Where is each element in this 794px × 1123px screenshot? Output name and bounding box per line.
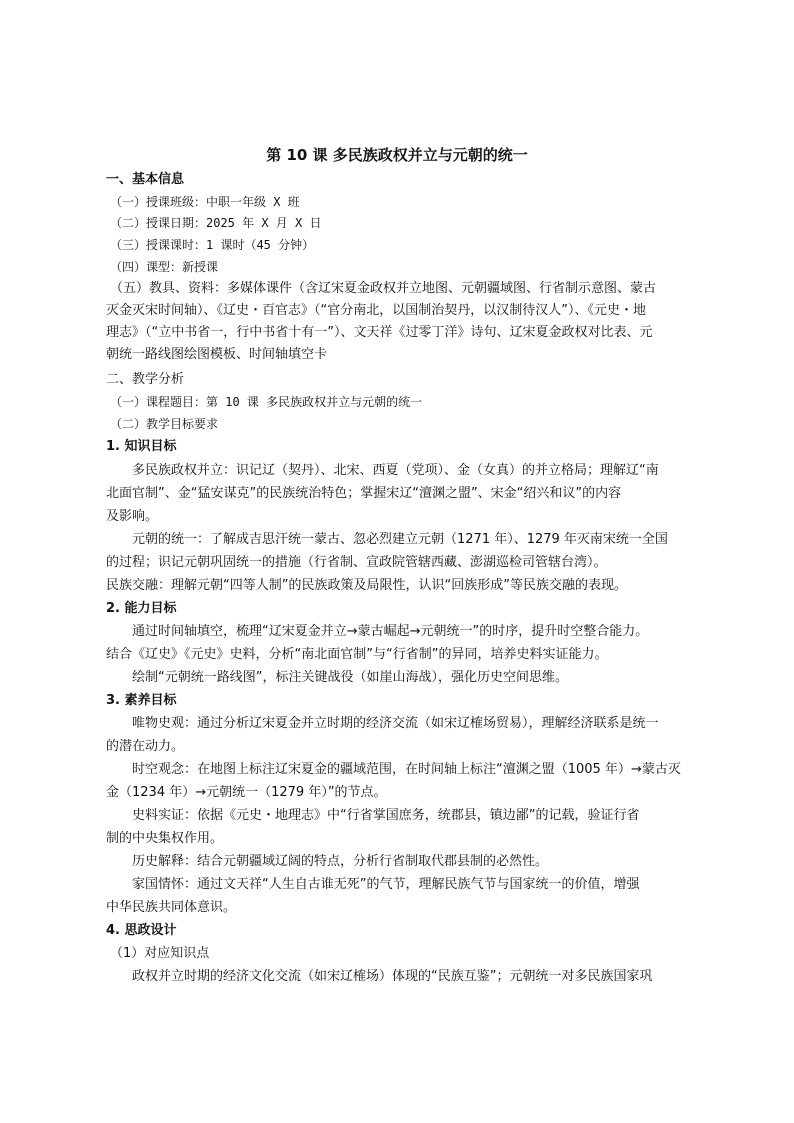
paragraph-line: 朝统一路线图绘图模板、时间轴填空卡 (106, 347, 328, 362)
paragraph-line: 绘制“元朝统一路线图”，标注关键战役（如崖山海战），强化历史空间思维。 (132, 670, 568, 685)
paragraph-line: 历史解释：结合元朝疆域辽阔的特点，分析行省制取代郡县制的必然性。 (132, 854, 549, 869)
course-topic: （一）课程题目：第 10 课 多民族政权并立与元朝的统一 (110, 395, 423, 409)
knowledge-point-heading: （1）对应知识点 (110, 946, 210, 961)
paragraph-line: 制的中央集权作用。 (106, 831, 224, 846)
paragraph-line: 的潜在动力。 (106, 739, 185, 754)
paragraph-line: 北面官制”、金“猛安谋克”的民族统治特色；掌握宋辽“澶渊之盟”、宋金“绍兴和议”的内容 (106, 486, 622, 501)
section-heading-analysis: 二、教学分析 (106, 372, 185, 387)
paragraph-line: 结合《辽史》《元史》史料，分析“南北面官制”与“行省制”的异同，培养史料实证能力。 (106, 647, 608, 662)
paragraph-line: 金（1234 年）→元朝统一（1279 年）”的节点。 (106, 785, 387, 800)
lesson-title: 第 10 课 多民族政权并立与元朝的统一 (266, 146, 528, 164)
paragraph-line: 元朝的统一：了解成吉思汗统一蒙古、忽必烈建立元朝（1271 年）、1279 年灭南宋统一全国 (132, 532, 668, 547)
info-hours: （三）授课课时：1 课时（45 分钟） (110, 238, 315, 252)
ability-objective-heading: 2. 能力目标 (106, 601, 177, 616)
info-materials: （五）教具、资料：多媒体课件（含辽宋夏金政权并立地图、元朝疆域图、行省制示意图、蒙古 (110, 281, 657, 296)
paragraph-line: 民族交融：理解元朝“四等人制”的民族政策及局限性，认识“回族形成”等民族交融的表现。 (106, 578, 627, 593)
knowledge-objective-heading: 1. 知识目标 (106, 439, 177, 454)
paragraph-line: 通过时间轴填空，梳理“辽宋夏金并立→蒙古崛起→元朝统一”的时序，提升时空整合能力。 (132, 624, 649, 639)
objectives-heading: （二）教学目标要求 (110, 417, 219, 431)
ideological-design-heading: 4. 思政设计 (106, 923, 177, 938)
literacy-objective-heading: 3. 素养目标 (106, 693, 177, 708)
paragraph-line: 史料实证：依据《元史・地理志》中“行省掌国庶务，统郡县，镇边鄙”的记载，验证行省 (132, 808, 640, 823)
info-class: （一）授课班级：中职一年级 X 班 (110, 195, 300, 209)
info-type: （四）课型：新授课 (110, 260, 219, 274)
info-date: （二）授课日期：2025 年 X 月 X 日 (110, 216, 322, 230)
paragraph-line: 理志》（“立中书省一，行中书省十有一”）、文天祥《过零丁洋》诗句、辽宋夏金政权对比表、元 (106, 325, 653, 340)
paragraph-line: 家国情怀：通过文天祥“人生自古谁无死”的气节，理解民族气节与国家统一的价值，增强 (132, 877, 640, 892)
paragraph-line: 多民族政权并立：识记辽（契丹）、北宋、西夏（党项）、金（女真）的并立格局；理解辽“南 (132, 463, 659, 478)
section-heading-basic-info: 一、基本信息 (106, 172, 185, 187)
paragraph-line: 中华民族共同体意识。 (106, 900, 237, 915)
paragraph-line: 时空观念：在地图上标注辽宋夏金的疆域范围，在时间轴上标注“澶渊之盟（1005 年）→蒙古灭 (132, 762, 681, 777)
paragraph-line: 及影响。 (106, 509, 159, 524)
paragraph-line: 灭金灭宋时间轴）、《辽史・百官志》（“官分南北，以国制治契丹，以汉制待汉人”）、《元史・地 (106, 303, 646, 318)
paragraph-line: 唯物史观：通过分析辽宋夏金并立时期的经济交流（如宋辽榷场贸易），理解经济联系是统一 (132, 716, 659, 731)
paragraph-line: 政权并立时期的经济文化交流（如宋辽榷场）体现的“民族互鉴”；元朝统一对多民族国家巩 (132, 969, 653, 984)
paragraph-line: 的过程；识记元朝巩固统一的措施（行省制、宣政院管辖西藏、澎湖巡检司管辖台湾）。 (106, 555, 607, 570)
